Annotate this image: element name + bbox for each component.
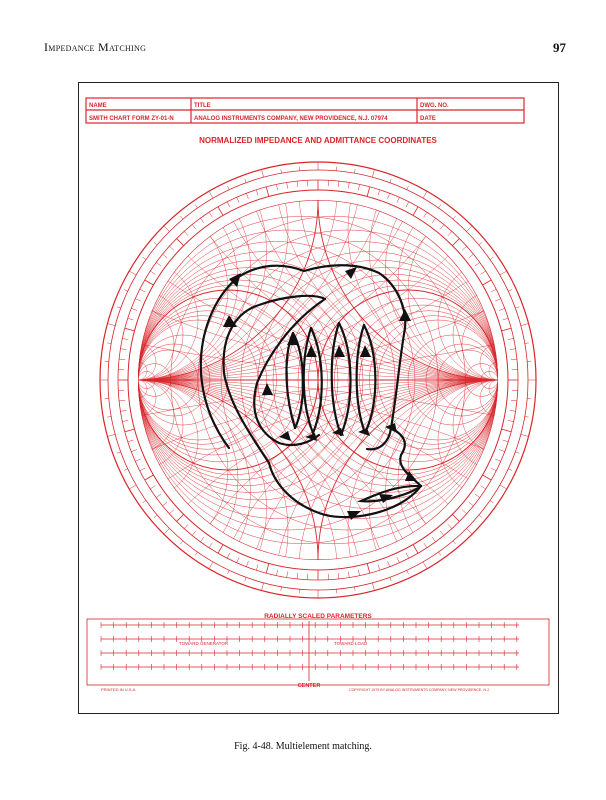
chart-heading: NORMALIZED IMPEDANCE AND ADMITTANCE COORDINATES bbox=[199, 136, 437, 145]
center-label: CENTER bbox=[297, 683, 321, 689]
form-id: SMITH CHART FORM ZY-01-N bbox=[89, 116, 174, 122]
company-name: ANALOG INSTRUMENTS COMPANY, NEW PROVIDENCE, N.J. 07974 bbox=[194, 116, 388, 122]
page-number: 97 bbox=[553, 40, 566, 55]
name-label: NAME bbox=[89, 103, 107, 109]
dwg-label: DWG. NO. bbox=[420, 103, 449, 109]
radial-scale-bars bbox=[87, 619, 549, 685]
toward-generator-label: TOWARD GENERATOR bbox=[179, 641, 229, 646]
printed-label: PRINTED IN U.S.A. bbox=[101, 687, 137, 692]
date-label: DATE bbox=[420, 116, 436, 122]
title-label: TITLE bbox=[194, 103, 211, 109]
copyright-label: COPYRIGHT 1979 BY ANALOG INSTRUMENTS COMPANY, NEW PROVIDENCE, N.J. bbox=[349, 688, 490, 692]
figure-caption: Fig. 4-48. Multielement matching. bbox=[234, 741, 372, 752]
figure-frame bbox=[78, 82, 559, 714]
smith-chart-figure bbox=[79, 83, 558, 713]
toward-load-label: TOWARD LOAD bbox=[334, 641, 368, 646]
scales-title: RADIALLY SCALED PARAMETERS bbox=[264, 613, 372, 620]
running-head: Impedance Matching bbox=[44, 40, 147, 54]
